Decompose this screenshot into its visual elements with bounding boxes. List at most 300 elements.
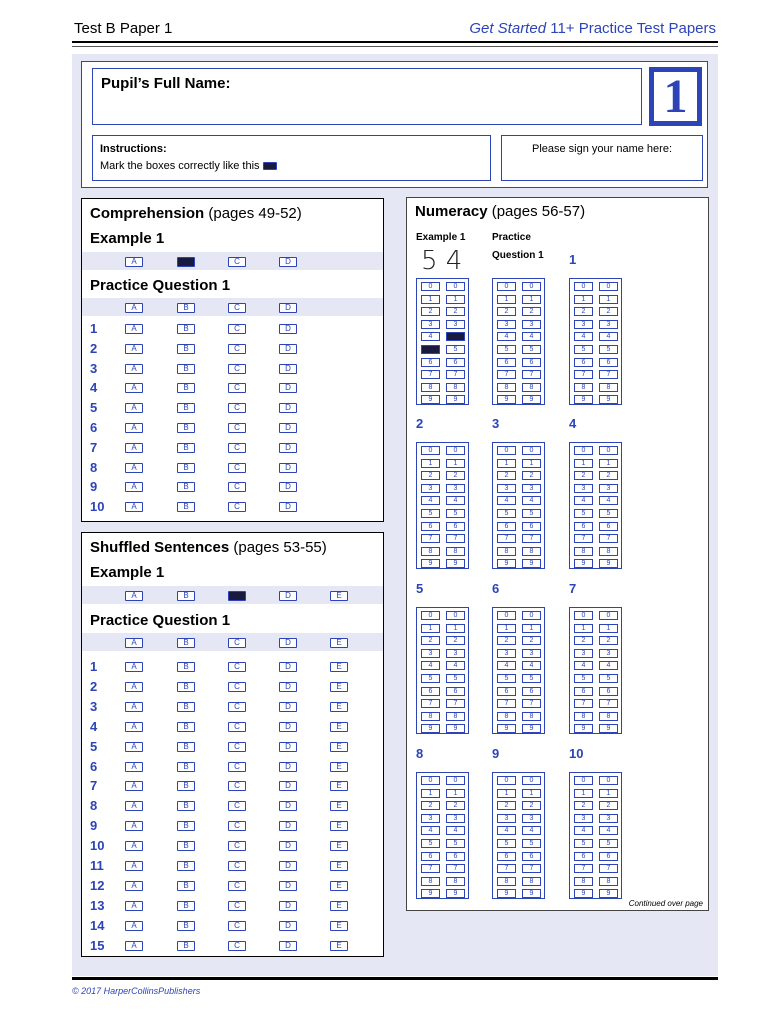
numeracy-question-7-grid-col1-digit-5[interactable]: 5 — [574, 674, 593, 683]
numeracy-practice-grid-col2-digit-1[interactable]: 1 — [522, 295, 541, 304]
numeracy-question-2-grid-col1-digit-4[interactable]: 4 — [421, 496, 440, 505]
shuffled-q11-option-b[interactable]: B — [177, 861, 195, 871]
comprehension-q1-option-b[interactable]: B — [177, 324, 195, 334]
shuffled-q8-option-c[interactable]: C — [228, 801, 246, 811]
comprehension-example-option-d[interactable]: D — [279, 257, 297, 267]
numeracy-question-5-grid-col2-digit-2[interactable]: 2 — [446, 636, 465, 645]
shuffled-q5-option-a[interactable]: A — [125, 742, 143, 752]
shuffled-q6-option-c[interactable]: C — [228, 762, 246, 772]
comprehension-q2-option-c[interactable]: C — [228, 344, 246, 354]
shuffled-q1-option-b[interactable]: B — [177, 662, 195, 672]
numeracy-question-9-grid-col1-digit-1[interactable]: 1 — [497, 789, 516, 798]
numeracy-example-grid-col1-digit-3[interactable]: 3 — [421, 320, 440, 329]
numeracy-question-8-grid-col1-digit-7[interactable]: 7 — [421, 864, 440, 873]
comprehension-practice-option-a[interactable]: A — [125, 303, 143, 313]
numeracy-question-2-grid-col2-digit-8[interactable]: 8 — [446, 547, 465, 556]
numeracy-question-2-grid-col2-digit-5[interactable]: 5 — [446, 509, 465, 518]
numeracy-question-2-grid-col1-digit-9[interactable]: 9 — [421, 559, 440, 568]
numeracy-question-6-grid-col2-digit-5[interactable]: 5 — [522, 674, 541, 683]
numeracy-question-10-grid-col1-digit-8[interactable]: 8 — [574, 877, 593, 886]
numeracy-question-1-grid-col2-digit-6[interactable]: 6 — [599, 358, 618, 367]
numeracy-question-10-grid-col1-digit-1[interactable]: 1 — [574, 789, 593, 798]
comprehension-q3-option-c[interactable]: C — [228, 364, 246, 374]
numeracy-question-10-grid-col2-digit-5[interactable]: 5 — [599, 839, 618, 848]
comprehension-q10-option-a[interactable]: A — [125, 502, 143, 512]
shuffled-q1-option-d[interactable]: D — [279, 662, 297, 672]
numeracy-question-2-grid-col2-digit-7[interactable]: 7 — [446, 534, 465, 543]
shuffled-q15-option-e[interactable]: E — [330, 941, 348, 951]
shuffled-example-option-b[interactable]: B — [177, 591, 195, 601]
comprehension-q9-option-c[interactable]: C — [228, 482, 246, 492]
numeracy-question-8-grid-col2-digit-2[interactable]: 2 — [446, 801, 465, 810]
shuffled-q11-option-d[interactable]: D — [279, 861, 297, 871]
shuffled-q7-option-c[interactable]: C — [228, 781, 246, 791]
numeracy-question-5-grid-col2-digit-1[interactable]: 1 — [446, 624, 465, 633]
numeracy-question-6-grid-col1-digit-7[interactable]: 7 — [497, 699, 516, 708]
shuffled-q10-option-e[interactable]: E — [330, 841, 348, 851]
numeracy-question-4-grid-col2-digit-9[interactable]: 9 — [599, 559, 618, 568]
shuffled-q10-option-d[interactable]: D — [279, 841, 297, 851]
numeracy-example-grid-col2-digit-0[interactable]: 0 — [446, 282, 465, 291]
comprehension-practice-option-b[interactable]: B — [177, 303, 195, 313]
pupil-name-field[interactable] — [92, 68, 642, 125]
numeracy-example-grid-col2-digit-6[interactable]: 6 — [446, 358, 465, 367]
numeracy-question-4-grid-col1-digit-2[interactable]: 2 — [574, 471, 593, 480]
shuffled-q8-option-d[interactable]: D — [279, 801, 297, 811]
numeracy-question-3-grid-col1-digit-8[interactable]: 8 — [497, 547, 516, 556]
numeracy-question-1-grid-col2-digit-3[interactable]: 3 — [599, 320, 618, 329]
numeracy-question-10-grid-col1-digit-4[interactable]: 4 — [574, 826, 593, 835]
shuffled-q15-option-b[interactable]: B — [177, 941, 195, 951]
numeracy-question-4-grid-col1-digit-4[interactable]: 4 — [574, 496, 593, 505]
shuffled-q9-option-e[interactable]: E — [330, 821, 348, 831]
numeracy-question-10-grid-col2-digit-7[interactable]: 7 — [599, 864, 618, 873]
numeracy-practice-grid-col2-digit-5[interactable]: 5 — [522, 345, 541, 354]
shuffled-q10-option-b[interactable]: B — [177, 841, 195, 851]
comprehension-q1-option-a[interactable]: A — [125, 324, 143, 334]
numeracy-question-8-grid-col2-digit-5[interactable]: 5 — [446, 839, 465, 848]
shuffled-q6-option-d[interactable]: D — [279, 762, 297, 772]
numeracy-question-5-grid-col1-digit-8[interactable]: 8 — [421, 712, 440, 721]
numeracy-question-9-grid-col1-digit-6[interactable]: 6 — [497, 852, 516, 861]
numeracy-question-9-grid-col2-digit-2[interactable]: 2 — [522, 801, 541, 810]
numeracy-practice-grid-col2-digit-6[interactable]: 6 — [522, 358, 541, 367]
comprehension-q7-option-c[interactable]: C — [228, 443, 246, 453]
shuffled-q8-option-b[interactable]: B — [177, 801, 195, 811]
shuffled-q6-option-a[interactable]: A — [125, 762, 143, 772]
shuffled-q2-option-b[interactable]: B — [177, 682, 195, 692]
numeracy-question-2-grid-col2-digit-0[interactable]: 0 — [446, 446, 465, 455]
numeracy-question-7-grid-col2-digit-7[interactable]: 7 — [599, 699, 618, 708]
shuffled-example-option-e[interactable]: E — [330, 591, 348, 601]
shuffled-q5-option-d[interactable]: D — [279, 742, 297, 752]
comprehension-q6-option-d[interactable]: D — [279, 423, 297, 433]
numeracy-example-grid-col1-digit-6[interactable]: 6 — [421, 358, 440, 367]
numeracy-question-3-grid-col2-digit-1[interactable]: 1 — [522, 459, 541, 468]
numeracy-question-8-grid-col2-digit-7[interactable]: 7 — [446, 864, 465, 873]
comprehension-q2-option-d[interactable]: D — [279, 344, 297, 354]
comprehension-q9-option-a[interactable]: A — [125, 482, 143, 492]
numeracy-question-9-grid-col2-digit-0[interactable]: 0 — [522, 776, 541, 785]
numeracy-question-1-grid-col2-digit-4[interactable]: 4 — [599, 332, 618, 341]
numeracy-question-10-grid-col1-digit-3[interactable]: 3 — [574, 814, 593, 823]
shuffled-q14-option-a[interactable]: A — [125, 921, 143, 931]
numeracy-question-8-grid-col2-digit-4[interactable]: 4 — [446, 826, 465, 835]
numeracy-question-5-grid-col1-digit-2[interactable]: 2 — [421, 636, 440, 645]
shuffled-q3-option-d[interactable]: D — [279, 702, 297, 712]
numeracy-question-8-grid-col2-digit-6[interactable]: 6 — [446, 852, 465, 861]
numeracy-question-6-grid-col1-digit-2[interactable]: 2 — [497, 636, 516, 645]
comprehension-q6-option-c[interactable]: C — [228, 423, 246, 433]
numeracy-question-8-grid-col1-digit-1[interactable]: 1 — [421, 789, 440, 798]
numeracy-question-3-grid-col1-digit-2[interactable]: 2 — [497, 471, 516, 480]
numeracy-question-9-grid-col1-digit-7[interactable]: 7 — [497, 864, 516, 873]
comprehension-q10-option-b[interactable]: B — [177, 502, 195, 512]
numeracy-question-7-grid-col2-digit-8[interactable]: 8 — [599, 712, 618, 721]
numeracy-question-3-grid-col1-digit-3[interactable]: 3 — [497, 484, 516, 493]
numeracy-question-9-grid-col1-digit-2[interactable]: 2 — [497, 801, 516, 810]
numeracy-question-1-grid-col2-digit-1[interactable]: 1 — [599, 295, 618, 304]
numeracy-practice-grid-col2-digit-4[interactable]: 4 — [522, 332, 541, 341]
numeracy-example-grid-col1-digit-4[interactable]: 4 — [421, 332, 440, 341]
comprehension-example-option-c[interactable]: C — [228, 257, 246, 267]
numeracy-question-4-grid-col1-digit-9[interactable]: 9 — [574, 559, 593, 568]
numeracy-question-8-grid-col2-digit-1[interactable]: 1 — [446, 789, 465, 798]
numeracy-question-2-grid-col1-digit-6[interactable]: 6 — [421, 522, 440, 531]
shuffled-q13-option-a[interactable]: A — [125, 901, 143, 911]
shuffled-q9-option-a[interactable]: A — [125, 821, 143, 831]
shuffled-q5-option-c[interactable]: C — [228, 742, 246, 752]
numeracy-question-7-grid-col1-digit-7[interactable]: 7 — [574, 699, 593, 708]
shuffled-q12-option-b[interactable]: B — [177, 881, 195, 891]
numeracy-question-8-grid-col1-digit-8[interactable]: 8 — [421, 877, 440, 886]
numeracy-question-7-grid-col1-digit-6[interactable]: 6 — [574, 687, 593, 696]
shuffled-q15-option-d[interactable]: D — [279, 941, 297, 951]
shuffled-q6-option-e[interactable]: E — [330, 762, 348, 772]
numeracy-question-9-grid-col2-digit-5[interactable]: 5 — [522, 839, 541, 848]
numeracy-question-3-grid-col1-digit-6[interactable]: 6 — [497, 522, 516, 531]
shuffled-q4-option-c[interactable]: C — [228, 722, 246, 732]
shuffled-example-option-c[interactable]: C — [228, 591, 246, 601]
numeracy-example-grid-col2-digit-4[interactable]: 4 — [446, 332, 465, 341]
shuffled-q12-option-a[interactable]: A — [125, 881, 143, 891]
shuffled-q7-option-d[interactable]: D — [279, 781, 297, 791]
shuffled-q3-option-e[interactable]: E — [330, 702, 348, 712]
numeracy-question-3-grid-col2-digit-6[interactable]: 6 — [522, 522, 541, 531]
numeracy-question-9-grid-col1-digit-3[interactable]: 3 — [497, 814, 516, 823]
numeracy-question-7-grid-col1-digit-0[interactable]: 0 — [574, 611, 593, 620]
shuffled-practice-option-b[interactable]: B — [177, 638, 195, 648]
numeracy-example-grid-col2-digit-3[interactable]: 3 — [446, 320, 465, 329]
numeracy-question-7-grid-col2-digit-5[interactable]: 5 — [599, 674, 618, 683]
numeracy-question-6-grid-col2-digit-0[interactable]: 0 — [522, 611, 541, 620]
shuffled-q13-option-d[interactable]: D — [279, 901, 297, 911]
numeracy-question-6-grid-col1-digit-5[interactable]: 5 — [497, 674, 516, 683]
comprehension-q10-option-d[interactable]: D — [279, 502, 297, 512]
shuffled-practice-option-e[interactable]: E — [330, 638, 348, 648]
numeracy-question-1-grid-col1-digit-4[interactable]: 4 — [574, 332, 593, 341]
numeracy-example-grid-col1-digit-2[interactable]: 2 — [421, 307, 440, 316]
numeracy-question-3-grid-col2-digit-5[interactable]: 5 — [522, 509, 541, 518]
numeracy-question-10-grid-col2-digit-3[interactable]: 3 — [599, 814, 618, 823]
shuffled-q3-option-a[interactable]: A — [125, 702, 143, 712]
numeracy-question-6-grid-col2-digit-3[interactable]: 3 — [522, 649, 541, 658]
numeracy-question-9-grid-col1-digit-8[interactable]: 8 — [497, 877, 516, 886]
numeracy-question-6-grid-col2-digit-7[interactable]: 7 — [522, 699, 541, 708]
numeracy-question-7-grid-col2-digit-4[interactable]: 4 — [599, 661, 618, 670]
comprehension-q6-option-b[interactable]: B — [177, 423, 195, 433]
shuffled-practice-option-d[interactable]: D — [279, 638, 297, 648]
shuffled-q11-option-c[interactable]: C — [228, 861, 246, 871]
numeracy-question-9-grid-col2-digit-8[interactable]: 8 — [522, 877, 541, 886]
numeracy-practice-grid-col1-digit-0[interactable]: 0 — [497, 282, 516, 291]
comprehension-example-option-b[interactable]: B — [177, 257, 195, 267]
numeracy-question-10-grid-col2-digit-6[interactable]: 6 — [599, 852, 618, 861]
numeracy-question-9-grid-col1-digit-9[interactable]: 9 — [497, 889, 516, 898]
numeracy-question-6-grid-col1-digit-9[interactable]: 9 — [497, 724, 516, 733]
numeracy-question-4-grid-col1-digit-6[interactable]: 6 — [574, 522, 593, 531]
shuffled-q14-option-d[interactable]: D — [279, 921, 297, 931]
numeracy-question-7-grid-col2-digit-2[interactable]: 2 — [599, 636, 618, 645]
numeracy-question-8-grid-col2-digit-9[interactable]: 9 — [446, 889, 465, 898]
numeracy-question-8-grid-col1-digit-9[interactable]: 9 — [421, 889, 440, 898]
shuffled-q13-option-b[interactable]: B — [177, 901, 195, 911]
numeracy-question-5-grid-col1-digit-0[interactable]: 0 — [421, 611, 440, 620]
numeracy-question-2-grid-col1-digit-7[interactable]: 7 — [421, 534, 440, 543]
numeracy-question-6-grid-col1-digit-4[interactable]: 4 — [497, 661, 516, 670]
numeracy-question-3-grid-col2-digit-8[interactable]: 8 — [522, 547, 541, 556]
numeracy-question-9-grid-col2-digit-6[interactable]: 6 — [522, 852, 541, 861]
numeracy-question-8-grid-col2-digit-8[interactable]: 8 — [446, 877, 465, 886]
numeracy-question-1-grid-col1-digit-0[interactable]: 0 — [574, 282, 593, 291]
numeracy-question-7-grid-col2-digit-6[interactable]: 6 — [599, 687, 618, 696]
numeracy-question-1-grid-col2-digit-2[interactable]: 2 — [599, 307, 618, 316]
comprehension-q8-option-a[interactable]: A — [125, 463, 143, 473]
numeracy-question-2-grid-col1-digit-2[interactable]: 2 — [421, 471, 440, 480]
comprehension-q2-option-a[interactable]: A — [125, 344, 143, 354]
comprehension-q4-option-c[interactable]: C — [228, 383, 246, 393]
numeracy-practice-grid-col1-digit-1[interactable]: 1 — [497, 295, 516, 304]
comprehension-q4-option-b[interactable]: B — [177, 383, 195, 393]
numeracy-question-4-grid-col2-digit-8[interactable]: 8 — [599, 547, 618, 556]
numeracy-question-3-grid-col2-digit-2[interactable]: 2 — [522, 471, 541, 480]
numeracy-question-1-grid-col2-digit-8[interactable]: 8 — [599, 383, 618, 392]
comprehension-q8-option-c[interactable]: C — [228, 463, 246, 473]
numeracy-question-3-grid-col2-digit-4[interactable]: 4 — [522, 496, 541, 505]
numeracy-question-10-grid-col1-digit-0[interactable]: 0 — [574, 776, 593, 785]
shuffled-practice-option-a[interactable]: A — [125, 638, 143, 648]
numeracy-practice-grid-col1-digit-8[interactable]: 8 — [497, 383, 516, 392]
numeracy-question-9-grid-col2-digit-3[interactable]: 3 — [522, 814, 541, 823]
comprehension-q7-option-a[interactable]: A — [125, 443, 143, 453]
numeracy-question-5-grid-col1-digit-6[interactable]: 6 — [421, 687, 440, 696]
shuffled-q1-option-e[interactable]: E — [330, 662, 348, 672]
numeracy-question-8-grid-col1-digit-3[interactable]: 3 — [421, 814, 440, 823]
numeracy-question-3-grid-col2-digit-0[interactable]: 0 — [522, 446, 541, 455]
numeracy-question-7-grid-col1-digit-1[interactable]: 1 — [574, 624, 593, 633]
numeracy-question-1-grid-col1-digit-7[interactable]: 7 — [574, 370, 593, 379]
shuffled-q7-option-a[interactable]: A — [125, 781, 143, 791]
comprehension-q3-option-a[interactable]: A — [125, 364, 143, 374]
comprehension-q5-option-b[interactable]: B — [177, 403, 195, 413]
numeracy-example-grid-col1-digit-0[interactable]: 0 — [421, 282, 440, 291]
numeracy-question-5-grid-col1-digit-1[interactable]: 1 — [421, 624, 440, 633]
numeracy-question-6-grid-col1-digit-0[interactable]: 0 — [497, 611, 516, 620]
numeracy-question-1-grid-col1-digit-3[interactable]: 3 — [574, 320, 593, 329]
shuffled-q6-option-b[interactable]: B — [177, 762, 195, 772]
numeracy-question-8-grid-col1-digit-4[interactable]: 4 — [421, 826, 440, 835]
numeracy-example-grid-col2-digit-8[interactable]: 8 — [446, 383, 465, 392]
numeracy-practice-grid-col2-digit-9[interactable]: 9 — [522, 395, 541, 404]
shuffled-q10-option-c[interactable]: C — [228, 841, 246, 851]
shuffled-q11-option-a[interactable]: A — [125, 861, 143, 871]
numeracy-practice-grid-col1-digit-9[interactable]: 9 — [497, 395, 516, 404]
numeracy-example-grid-col2-digit-1[interactable]: 1 — [446, 295, 465, 304]
comprehension-q5-option-c[interactable]: C — [228, 403, 246, 413]
numeracy-example-grid-col2-digit-2[interactable]: 2 — [446, 307, 465, 316]
shuffled-q14-option-b[interactable]: B — [177, 921, 195, 931]
numeracy-question-6-grid-col2-digit-9[interactable]: 9 — [522, 724, 541, 733]
numeracy-question-4-grid-col1-digit-1[interactable]: 1 — [574, 459, 593, 468]
shuffled-example-option-a[interactable]: A — [125, 591, 143, 601]
shuffled-q2-option-a[interactable]: A — [125, 682, 143, 692]
numeracy-question-10-grid-col2-digit-4[interactable]: 4 — [599, 826, 618, 835]
numeracy-question-3-grid-col1-digit-0[interactable]: 0 — [497, 446, 516, 455]
shuffled-q4-option-d[interactable]: D — [279, 722, 297, 732]
numeracy-question-2-grid-col1-digit-5[interactable]: 5 — [421, 509, 440, 518]
numeracy-question-1-grid-col2-digit-9[interactable]: 9 — [599, 395, 618, 404]
numeracy-question-5-grid-col1-digit-3[interactable]: 3 — [421, 649, 440, 658]
numeracy-question-2-grid-col2-digit-1[interactable]: 1 — [446, 459, 465, 468]
numeracy-question-1-grid-col1-digit-2[interactable]: 2 — [574, 307, 593, 316]
numeracy-question-9-grid-col2-digit-4[interactable]: 4 — [522, 826, 541, 835]
numeracy-question-9-grid-col1-digit-4[interactable]: 4 — [497, 826, 516, 835]
shuffled-q9-option-c[interactable]: C — [228, 821, 246, 831]
comprehension-practice-option-d[interactable]: D — [279, 303, 297, 313]
numeracy-practice-grid-col2-digit-3[interactable]: 3 — [522, 320, 541, 329]
numeracy-question-7-grid-col2-digit-1[interactable]: 1 — [599, 624, 618, 633]
numeracy-question-3-grid-col2-digit-9[interactable]: 9 — [522, 559, 541, 568]
comprehension-q9-option-b[interactable]: B — [177, 482, 195, 492]
numeracy-question-5-grid-col2-digit-8[interactable]: 8 — [446, 712, 465, 721]
numeracy-question-7-grid-col1-digit-2[interactable]: 2 — [574, 636, 593, 645]
shuffled-q8-option-e[interactable]: E — [330, 801, 348, 811]
numeracy-question-3-grid-col2-digit-7[interactable]: 7 — [522, 534, 541, 543]
shuffled-q12-option-e[interactable]: E — [330, 881, 348, 891]
comprehension-q8-option-b[interactable]: B — [177, 463, 195, 473]
shuffled-q2-option-d[interactable]: D — [279, 682, 297, 692]
numeracy-question-6-grid-col2-digit-2[interactable]: 2 — [522, 636, 541, 645]
numeracy-question-10-grid-col2-digit-2[interactable]: 2 — [599, 801, 618, 810]
numeracy-question-8-grid-col2-digit-0[interactable]: 0 — [446, 776, 465, 785]
numeracy-question-3-grid-col1-digit-5[interactable]: 5 — [497, 509, 516, 518]
comprehension-q3-option-d[interactable]: D — [279, 364, 297, 374]
comprehension-q8-option-d[interactable]: D — [279, 463, 297, 473]
numeracy-question-7-grid-col1-digit-8[interactable]: 8 — [574, 712, 593, 721]
numeracy-question-5-grid-col2-digit-4[interactable]: 4 — [446, 661, 465, 670]
numeracy-question-10-grid-col1-digit-5[interactable]: 5 — [574, 839, 593, 848]
numeracy-question-3-grid-col1-digit-1[interactable]: 1 — [497, 459, 516, 468]
numeracy-question-4-grid-col2-digit-4[interactable]: 4 — [599, 496, 618, 505]
numeracy-question-6-grid-col2-digit-1[interactable]: 1 — [522, 624, 541, 633]
numeracy-question-3-grid-col2-digit-3[interactable]: 3 — [522, 484, 541, 493]
numeracy-question-7-grid-col2-digit-3[interactable]: 3 — [599, 649, 618, 658]
comprehension-example-option-a[interactable]: A — [125, 257, 143, 267]
numeracy-practice-grid-col2-digit-7[interactable]: 7 — [522, 370, 541, 379]
shuffled-practice-option-c[interactable]: C — [228, 638, 246, 648]
numeracy-question-1-grid-col1-digit-6[interactable]: 6 — [574, 358, 593, 367]
numeracy-question-6-grid-col2-digit-6[interactable]: 6 — [522, 687, 541, 696]
numeracy-question-5-grid-col2-digit-0[interactable]: 0 — [446, 611, 465, 620]
comprehension-q3-option-b[interactable]: B — [177, 364, 195, 374]
numeracy-question-5-grid-col2-digit-3[interactable]: 3 — [446, 649, 465, 658]
numeracy-practice-grid-col1-digit-2[interactable]: 2 — [497, 307, 516, 316]
numeracy-question-1-grid-col1-digit-8[interactable]: 8 — [574, 383, 593, 392]
numeracy-example-grid-col1-digit-1[interactable]: 1 — [421, 295, 440, 304]
numeracy-practice-grid-col2-digit-8[interactable]: 8 — [522, 383, 541, 392]
numeracy-question-10-grid-col2-digit-8[interactable]: 8 — [599, 877, 618, 886]
numeracy-question-6-grid-col1-digit-8[interactable]: 8 — [497, 712, 516, 721]
numeracy-question-8-grid-col2-digit-3[interactable]: 3 — [446, 814, 465, 823]
signature-field[interactable] — [501, 135, 703, 181]
numeracy-question-4-grid-col2-digit-7[interactable]: 7 — [599, 534, 618, 543]
shuffled-q13-option-e[interactable]: E — [330, 901, 348, 911]
comprehension-q1-option-d[interactable]: D — [279, 324, 297, 334]
shuffled-q7-option-b[interactable]: B — [177, 781, 195, 791]
comprehension-q10-option-c[interactable]: C — [228, 502, 246, 512]
numeracy-question-4-grid-col1-digit-3[interactable]: 3 — [574, 484, 593, 493]
shuffled-q2-option-e[interactable]: E — [330, 682, 348, 692]
numeracy-question-4-grid-col2-digit-1[interactable]: 1 — [599, 459, 618, 468]
numeracy-question-9-grid-col2-digit-1[interactable]: 1 — [522, 789, 541, 798]
numeracy-question-2-grid-col1-digit-3[interactable]: 3 — [421, 484, 440, 493]
comprehension-q9-option-d[interactable]: D — [279, 482, 297, 492]
numeracy-question-3-grid-col1-digit-7[interactable]: 7 — [497, 534, 516, 543]
shuffled-q3-option-b[interactable]: B — [177, 702, 195, 712]
shuffled-q4-option-b[interactable]: B — [177, 722, 195, 732]
numeracy-question-5-grid-col2-digit-6[interactable]: 6 — [446, 687, 465, 696]
numeracy-question-8-grid-col1-digit-2[interactable]: 2 — [421, 801, 440, 810]
comprehension-q6-option-a[interactable]: A — [125, 423, 143, 433]
numeracy-question-5-grid-col2-digit-9[interactable]: 9 — [446, 724, 465, 733]
shuffled-q7-option-e[interactable]: E — [330, 781, 348, 791]
numeracy-example-grid-col2-digit-5[interactable]: 5 — [446, 345, 465, 354]
numeracy-question-6-grid-col1-digit-6[interactable]: 6 — [497, 687, 516, 696]
numeracy-practice-grid-col1-digit-3[interactable]: 3 — [497, 320, 516, 329]
numeracy-question-7-grid-col2-digit-9[interactable]: 9 — [599, 724, 618, 733]
numeracy-question-10-grid-col2-digit-0[interactable]: 0 — [599, 776, 618, 785]
numeracy-practice-grid-col2-digit-0[interactable]: 0 — [522, 282, 541, 291]
shuffled-q12-option-d[interactable]: D — [279, 881, 297, 891]
numeracy-question-8-grid-col1-digit-5[interactable]: 5 — [421, 839, 440, 848]
numeracy-question-2-grid-col1-digit-0[interactable]: 0 — [421, 446, 440, 455]
numeracy-question-2-grid-col1-digit-1[interactable]: 1 — [421, 459, 440, 468]
numeracy-question-7-grid-col2-digit-0[interactable]: 0 — [599, 611, 618, 620]
shuffled-q2-option-c[interactable]: C — [228, 682, 246, 692]
shuffled-q12-option-c[interactable]: C — [228, 881, 246, 891]
numeracy-question-7-grid-col1-digit-9[interactable]: 9 — [574, 724, 593, 733]
shuffled-q9-option-b[interactable]: B — [177, 821, 195, 831]
numeracy-question-8-grid-col1-digit-6[interactable]: 6 — [421, 852, 440, 861]
numeracy-question-5-grid-col2-digit-5[interactable]: 5 — [446, 674, 465, 683]
comprehension-q7-option-b[interactable]: B — [177, 443, 195, 453]
numeracy-question-1-grid-col2-digit-5[interactable]: 5 — [599, 345, 618, 354]
numeracy-question-5-grid-col1-digit-4[interactable]: 4 — [421, 661, 440, 670]
numeracy-practice-grid-col1-digit-7[interactable]: 7 — [497, 370, 516, 379]
numeracy-question-9-grid-col1-digit-5[interactable]: 5 — [497, 839, 516, 848]
numeracy-question-6-grid-col2-digit-4[interactable]: 4 — [522, 661, 541, 670]
shuffled-q1-option-a[interactable]: A — [125, 662, 143, 672]
